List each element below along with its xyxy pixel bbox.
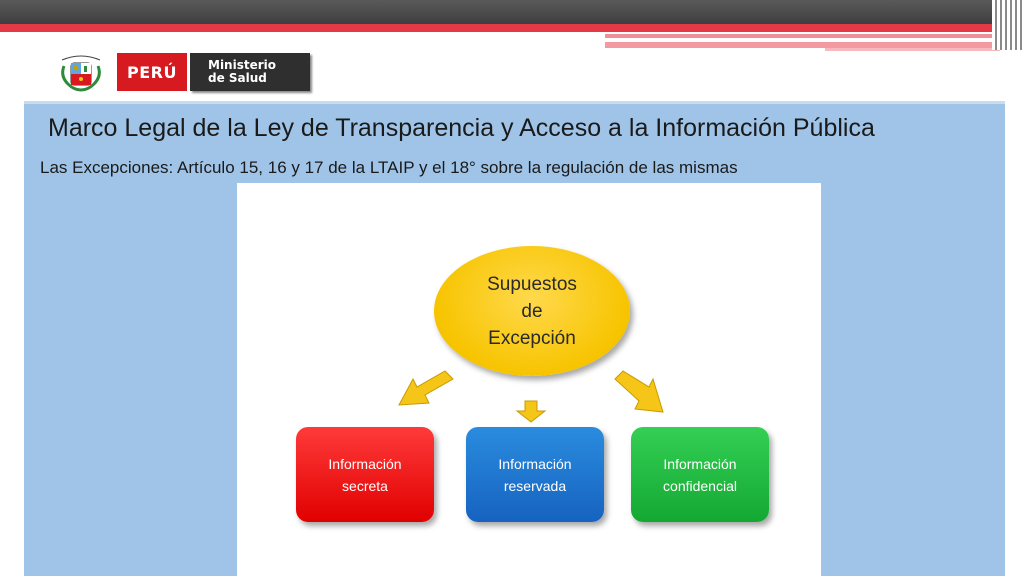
corner-stripes	[992, 0, 1024, 50]
slide-subtitle: Las Excepciones: Artículo 15, 16 y 17 de la LTAIP y el 18° sobre la regulación de las mismas	[40, 158, 738, 177]
center-line-1: Supuestos	[487, 273, 577, 295]
center-bubble	[434, 246, 630, 376]
box-line-2: secreta	[342, 477, 388, 494]
box-line-1: Información	[663, 455, 737, 472]
box-line-2: reservada	[503, 477, 567, 494]
minsa-logo	[54, 52, 312, 92]
box-informacion-secreta	[296, 427, 434, 522]
header-accent-line	[605, 34, 1000, 38]
box-informacion-confidencial	[631, 427, 769, 522]
ministry-label	[190, 53, 310, 91]
ministry-line-1: Ministerio	[208, 58, 277, 72]
peru-label: PERÚ	[117, 53, 187, 91]
arrow-left-icon	[399, 371, 453, 405]
arrow-right-icon	[615, 371, 663, 412]
header-red-line	[0, 24, 1024, 32]
arrow-down-icon	[517, 401, 545, 422]
center-line-2: de	[521, 300, 543, 322]
center-line-3: Excepción	[488, 327, 576, 349]
ministry-line-2: de Salud	[208, 71, 267, 85]
header-accent-line-3	[825, 48, 1000, 51]
box-informacion-reservada	[466, 427, 604, 522]
slide-title: Marco Legal de la Ley de Transparencia y Acceso a la Información Pública	[48, 114, 875, 142]
box-line-1: Información	[498, 455, 572, 472]
box-line-1: Información	[328, 455, 402, 472]
peru-coat-of-arms-icon	[54, 52, 108, 92]
box-line-2: confidencial	[663, 477, 737, 494]
top-bar	[0, 0, 1024, 24]
diagram-panel	[237, 183, 821, 576]
